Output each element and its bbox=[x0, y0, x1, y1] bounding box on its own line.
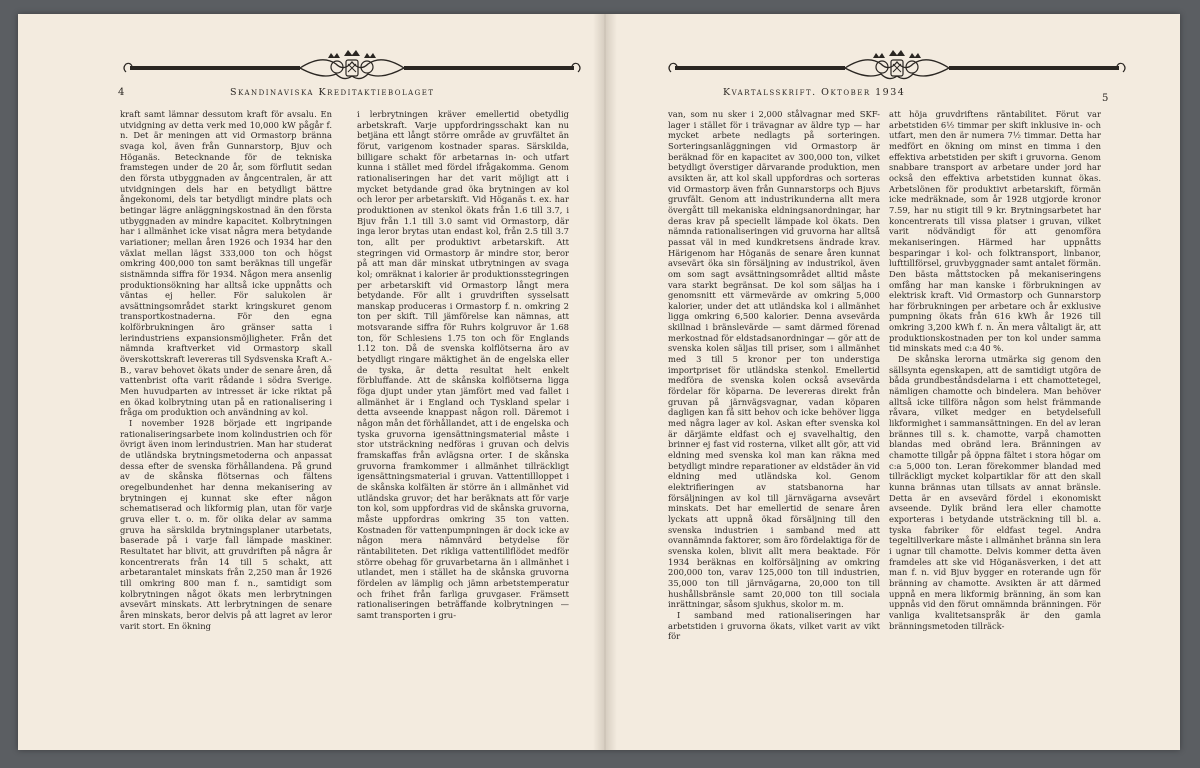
ornament-crest-icon bbox=[667, 46, 1127, 86]
ornament-crest-icon bbox=[122, 46, 582, 86]
paragraph: van, som nu sker i 2,000 stålvagnar med SKF-lager i stället för i trävagnar av äldre typ — har mycket arbete nedlagts på sorteringen. Sorteringsanläggningen vid Ormastorp är beräknad för en kapacitet av 300,000 ton, vilket betydligt överstiger därvarande produktion, men avsikten är, att kol skall uppfordras och sorteras vid Ormastorp även från Gunnarstorps och Bjuvs gruvfält. Genom att industrikunderna allt mera övergått till mekaniska eldningsanordningar, har deras krav på speciellt lämpade kol ökats. Den nämnda rationaliseringen vid gruvorna har alltså passat väl in med kundkretsens ändrade krav. Härigenom har Höganäs de senare åren kunnat avsevärt öka sin försäljning av industrikol, även om som sagt avsättningsområdet alltid måste vara starkt begränsat. De kol som säljas ha i genomsnitt ett värmevärde av omkring 5,000 kalorier, under det att utländska kol i allmänhet ligga omkring 6,500 kalorier. Denna avsevärda skillnad i bränslevärde — samt därmed förenad merkostnad för eldstadsanordningar — gör att de svenska kolen säljas till priser, som i allmänhet med 3 till 5 kronor per ton understiga importpriset för utländska stenkol. Emellertid medföra de svenska kolen också avsevärda fördelar för köparna. De levereras direkt från gruvan på järnvägsvagnar, vadan köparen dagligen kan få sitt behov och icke behöver ligga med några lager av kol. Askan efter svenska kol är därjämte eldfast och ej svavelhaltig, den brinner ej fast vid rosterna, vilket allt gör, att vid eldning med svenska kol man kan räkna med betydligt mindre reparationer av eldstäder än vid eldning med utländska kol. Genom elektrifieringen av statsbanorna har försäljningen av kol till järnvägarna avsevärt minskats. Det har emellertid de senare åren lyckats att uppnå ökad försäljning till den svenska industrien i samband med att ovannämnda faktorer, som äro fördelaktiga för de svenska kolen, blivit allt mera beaktade. För 1934 beräknas en kolförsäljning av omkring 200,000 ton, varav 125,000 ton till industrien, 35,000 ton till järnvägarna, 20,000 ton till hushållsbränsle samt 20,000 ton till sociala inrättningar, såsom sjukhus, skolor m. m. bbox=[668, 109, 880, 610]
page-number: 4 bbox=[118, 87, 125, 98]
text-column-2 bbox=[889, 109, 1101, 729]
running-head: Skandinaviska Kreditaktiebolaget bbox=[230, 87, 435, 98]
paragraph: I samband med rationaliseringen har arbetstiden i gruvorna ökats, vilket varit av vikt för bbox=[668, 609, 880, 642]
document-spread bbox=[18, 14, 1180, 750]
page-number: 5 bbox=[1102, 93, 1109, 104]
paragraph: I november 1928 började ett ingripande rationaliseringsarbete inom kolindustrien och för övrigt även inom lerindustrien. Man har studerat de utländska brytningsmetoderna och anpassat dessa efter de svenska förhållandena. På grund av de skånska flötsernas och fältens oregelbundenhet har denna mekanisering av brytningen ej kunnat ske efter någon schematiserad och likformig plan, utan för varje gruva eller t. o. m. för olika delar av samma gruva ha särskilda brytningsplaner utarbetats, baserade på i varje fall lämpade maskiner. Resultatet har blivit, att gruvdriften på några år koncentrerats från 14 till 5 schakt, att arbetarantalet minskats från 2,250 man år 1926 till omkring 800 man f. n., samtidigt som kolbrytningen något ökats men lerbrytningen avsevärt minskats. Att lerbrytningen de senare åren minskats, beror delvis på att lagret av leror varit stort. En ökning bbox=[120, 418, 332, 631]
left-page bbox=[18, 14, 593, 750]
text-column-1 bbox=[668, 109, 880, 729]
running-head: Kvartalsskrift. Oktober 1934 bbox=[723, 87, 906, 98]
right-page bbox=[617, 14, 1180, 750]
paragraph: att höja gruvdriftens räntabilitet. Förut var arbetstiden 6½ timmar per skift inklusive in- och utfart, men den är numera 7½ timmar. Detta har medfört en ökning om minst en timma i den effektiva arbetstiden per skift i gruvorna. Genom snabbare transport av arbetare under jord har också den effektiva arbetstiden kunnat ökas. Arbetslönen för produktivt arbetarskift, förmän icke medräknade, som år 1928 utgjorde kronor 7.59, har nu stigit till 9 kr. Brytningsarbetet har koncentrerats till vissa platser i gruvan, vilket varit nödvändigt för att genomföra mekaniseringen. Härmed har uppnåtts besparingar i kol- och folktransport, linbanor, lufttillförsel, gruvbyggnader samt antalet förmän. Den bästa måttstocken på mekaniseringens omfång har man kanske i förbrukningen av elektrisk kraft. Vid Ormastorp och Gunnarstorp har förbrukningen per arbetare och år exklusive pumpning ökats från 616 kWh år 1926 till omkring 3,200 kWh f. n. Än mera våltaligt är, att produktionskostnaden per ton kol under samma tid minskats med c:a 40 %. bbox=[889, 109, 1101, 354]
text-column-1 bbox=[120, 109, 332, 729]
paragraph: kraft samt lämnar dessutom kraft för avsalu. En utvidgning av detta verk med 10,000 kW pågår f. n. Det är meningen att vid Ormastorp bränna svaga kol, även från Gunnarstorp, Bjuv och Höganäs. Betecknande för de tekniska framstegen under de 20 år, som förflutit sedan den första utbyggnaden av ångcentralen, är att utvidgningen dels har en betydligt bättre ångekonomi, dels tar betydligt mindre plats och betingar lägre anläggningskostnad än den första utbyggnaden av mindre kapacitet. Kolbrytningen har i allmänhet icke visat några mera betydande variationer; mellan åren 1926 och 1934 har den växlat mellan lägst 333,000 ton och högst omkring 400,000 ton samt beräknas till ungefär sistnämnda siffra för 1934. Någon mera ansenlig produktionsökning har alltså icke uppnåtts och väntas ej heller. För salukolen är avsättningsområdet starkt kringskuret genom transportkostnaderna. För den egna kolförbrukningen äro gränser satta i lerindustriens expansionsmöjligheter. Från det nämnda kraftverket vid Ormastorp skall överskottskraft levereras till Sydsvenska Kraft A.-B., varav behovet ökats under de senare åren, då vattenbrist ofta varit rådande i södra Sverige. Men huvudparten av intresset är icke riktat på en ökad kolbrytning utan på en rationalisering i fråga om produktion och användning av kol. bbox=[120, 109, 332, 418]
page-gutter bbox=[593, 14, 617, 750]
paragraph: De skånska lerorna utmärka sig genom den sällsynta egenskapen, att de samtidigt utgöra de båda grundbeståndsdelarna i ett chamottetegel, nämligen chamotte och bindelera. Man behöver alltså icke tillföra någon som helst främmande råvara, vilket medger en betydelsefull likformighet i sammansättningen. En del av leran brännes till s. k. chamotte, varpå chamotten blandas med obränd lera. Bränningen av chamotte tillgår på öppna fältet i stora högar om c:a 5,000 ton. Leran förekommer blandad med tillräckligt mycket kolpartiklar för att den skall kunna brännas utan tillsats av annat bränsle. Detta är en avsevärd fördel i ekonomiskt avseende. Dylik bränd lera eller chamotte exporteras i betydande utsträckning till bl. a. tyska fabriker för eldfast tegel. Andra tegeltillverkare måste i allmänhet bränna sin lera i ugnar till chamotte. Delvis kommer detta även framdeles att ske vid Höganäsverken, i det att man f. n. vid Bjuv bygger en roterande ugn för bränning av chamotte. Avsikten är att därmed uppnå en mera likformig bränning, än som kan uppnås vid den förut omnämnda bränningen. För vanliga kvalitetsanspråk är den gamla bränningsmetoden tillräck- bbox=[889, 354, 1101, 631]
text-column-2 bbox=[357, 109, 569, 729]
paragraph: i lerbrytningen kräver emellertid obetydlig arbetskraft. Varje uppfordringsschakt kan nu betjäna ett långt större område av gruvfältet än förut, varigenom kostnader sparas. Särskilda, billigare schakt för arbetarnas in- och utfart kunna i stället med fördel ifrågakomma. Genom rationaliseringen har det varit möjligt att i mycket betydande grad öka brytningen av kol och leror per arbetarskift. Vid Höganäs t. ex. har produktionen av stenkol ökats från 1.6 till 3.7, i Bjuv från 1.1 till 3.0 samt vid Ormastorp, där inga leror brytas utan endast kol, från 2.5 till 3.7 ton, allt per produktivt arbetarskift. Att stegringen vid Ormastorp är mindre stor, beror på att man där minskat utbrytningen av svaga kol; omräknat i kalorier är produktionsstegringen per arbetarskift vid Ormastorp långt mera betydande. För allt i gruvdriften sysselsatt manskap produceras i Ormastorp f. n. omkring 2 ton per skift. Till jämförelse kan nämnas, att motsvarande siffra för Ruhrs kolgruvor är 1.68 ton, för Schlesiens 1.75 ton och för Englands 1.12 ton. Då de svenska kolflötserna äro av betydligt ringare mäktighet än de engelska eller de tyska, är detta resultat helt enkelt förbluffande. Att de skånska kolflötserna ligga föga djupt under ytan jämfört med vad fallet i allmänhet är i England och Tyskland spelar i detta avseende knappast någon roll. Däremot i någon mån det förhållandet, att i de engelska och tyska gruvorna igensättningsmaterial måste i stor utsträckning nedföras i gruvan och delvis framskaffas från avlägsna orter. I de skånska gruvorna framkommer i allmänhet tillräckligt igensättningsmaterial i gruvan. Vattentillloppet i de skånska kolfälten är större än i allmänhet vid utländska gruvor; det har beräknats att för varje ton kol, som uppfordras vid de skånska gruvorna, måste uppfordras omkring 35 ton vatten. Kostnaden för vattenpumpningen är dock icke av någon mera nämnvärd betydelse för räntabiliteten. Det rikliga vattentillflödet medför större obehag för gruvarbetarna än i allmänhet i utlandet, men i stället ha de skånska gruvorna fördelen av lämplig och jämn arbetstemperatur och frihet från farliga gruvgaser. Främsett rationaliseringen beträffande kolbrytningen — samt transporten i gru- bbox=[357, 109, 569, 620]
